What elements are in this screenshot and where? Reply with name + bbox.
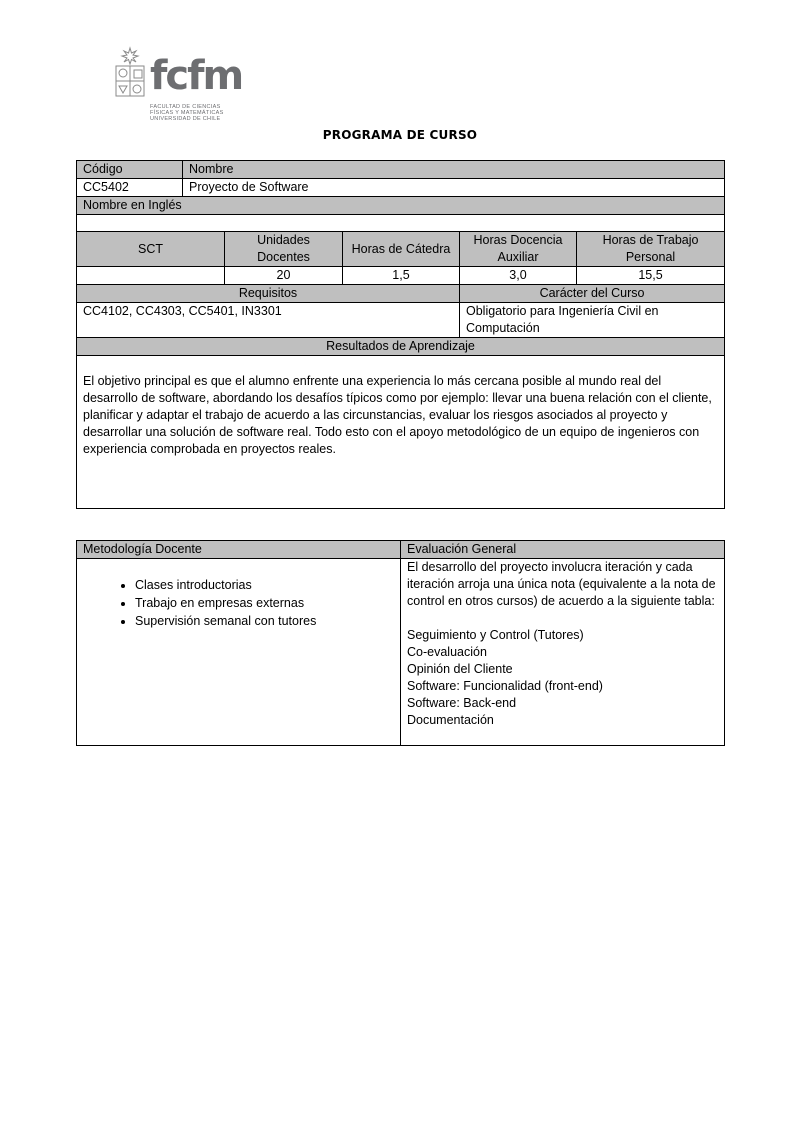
code-header: Código: [77, 161, 183, 179]
english-name-header: Nombre en Inglés: [77, 197, 725, 215]
course-table: [76, 160, 725, 509]
unidades-value: 20: [225, 267, 343, 285]
auxiliar-value: 3,0: [460, 267, 577, 285]
caracter-value: Obligatorio para Ingeniería Civil en Computación: [460, 303, 725, 338]
fcfm-logo: [112, 46, 242, 130]
english-name-value: [77, 215, 725, 232]
sct-header: SCT: [77, 232, 225, 267]
logo-line: FÍSICAS Y MATEMÁTICAS: [150, 110, 224, 117]
requisitos-value: CC4102, CC4303, CC5401, IN3301: [77, 303, 460, 338]
evaluacion-intro: El desarrollo del proyecto involucra iteración y cada iteración arroja una única nota (equivalente a la nota de control en otros cursos) de acuerdo a la siguiente tabla:: [407, 560, 716, 608]
evaluacion-item: Software: Back-end: [407, 696, 517, 710]
logo-line: UNIVERSIDAD DE CHILE: [150, 116, 221, 123]
course-name: Proyecto de Software: [183, 179, 725, 197]
evaluacion-cell: [401, 559, 725, 746]
unidades-header: Unidades Docentes: [225, 232, 343, 267]
university-seal-icon: [112, 46, 148, 100]
personal-value: 15,5: [577, 267, 725, 285]
list-item: • Clases introductorias: [135, 576, 394, 594]
resultados-header: Resultados de Aprendizaje: [77, 338, 725, 356]
requisitos-header: Requisitos: [77, 285, 460, 303]
course-code: CC5402: [77, 179, 183, 197]
evaluacion-item: Seguimiento y Control (Tutores): [407, 628, 584, 642]
caracter-header: Carácter del Curso: [460, 285, 725, 303]
resultados-text: El objetivo principal es que el alumno enfrente una experiencia lo más cercana posible al mundo real del desarrollo de software, abordando los desafíos típicos como por ejemplo: llevar una buena relación con el cliente, planificar y adaptar el trabajo de acuerdo a las circunstancias, evaluar los riesgos asociados al proyecto y desarrollar una solución de software real. Todo esto con el apoyo metodológico de un equipo de ingenieros con experiencia comprobada en proyectos reales.: [77, 356, 725, 509]
metodologia-cell: [77, 559, 401, 746]
metodologia-header: Metodología Docente: [77, 541, 401, 559]
evaluacion-item: Software: Funcionalidad (front-end): [407, 679, 603, 693]
catedra-value: 1,5: [343, 267, 460, 285]
sct-value: [77, 267, 225, 285]
evaluacion-header: Evaluación General: [401, 541, 725, 559]
metodologia-list: [83, 576, 394, 630]
auxiliar-header: Horas Docencia Auxiliar: [460, 232, 577, 267]
evaluacion-item: Opinión del Cliente: [407, 662, 513, 676]
personal-header: Horas de Trabajo Personal: [577, 232, 725, 267]
catedra-header: Horas de Cátedra: [343, 232, 460, 267]
logo-wordmark: fcfm: [150, 53, 243, 99]
list-item: • Supervisión semanal con tutores: [135, 612, 394, 630]
name-header: Nombre: [183, 161, 725, 179]
document-title: PROGRAMA DE CURSO: [322, 128, 478, 142]
methodology-table: [76, 540, 725, 746]
list-item: • Trabajo en empresas externas: [135, 594, 394, 612]
logo-subtitle: [150, 104, 250, 123]
evaluacion-item: Documentación: [407, 713, 494, 727]
evaluacion-item: Co-evaluación: [407, 645, 487, 659]
logo-line: FACULTAD DE CIENCIAS: [150, 104, 221, 110]
